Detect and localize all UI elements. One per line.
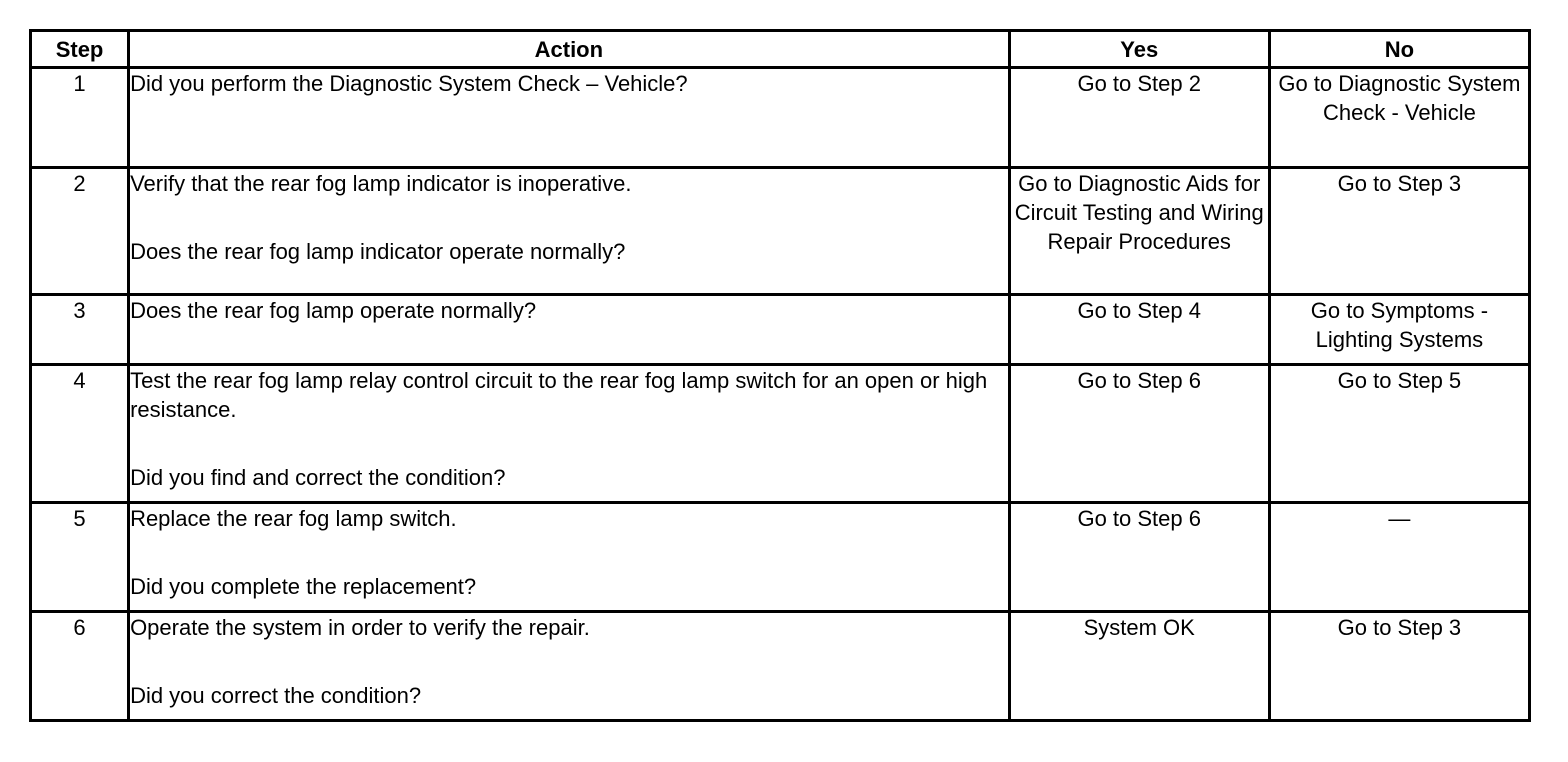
diagnostic-table: [29, 29, 1531, 722]
yes-cell: Go to Step 6: [1009, 503, 1269, 612]
header-no: No: [1269, 31, 1529, 68]
action-text: Test the rear fog lamp relay control circuit to the rear fog lamp switch for an open or high resistance.: [130, 368, 988, 422]
action-text: Verify that the rear fog lamp indicator is inoperative.: [130, 171, 632, 196]
action-question: Does the rear fog lamp indicator operate normally?: [130, 239, 626, 264]
step-number: 4: [31, 365, 129, 503]
yes-cell: Go to Step 2: [1009, 68, 1269, 168]
action-cell: [129, 503, 1010, 612]
table-row: [31, 168, 1530, 295]
action-text: Operate the system in order to verify the repair.: [130, 615, 590, 640]
action-cell: [129, 612, 1010, 721]
action-question: Did you complete the replacement?: [130, 574, 477, 599]
no-cell: Go to Step 5: [1269, 365, 1529, 503]
yes-cell: Go to Diagnostic Aids for Circuit Testing and Wiring Repair Procedures: [1009, 168, 1269, 295]
yes-cell: Go to Step 4: [1009, 295, 1269, 365]
action-text: Does the rear fog lamp operate normally?: [130, 298, 537, 323]
step-number: 3: [31, 295, 129, 365]
action-cell: [129, 168, 1010, 295]
table-row: [31, 295, 1530, 365]
step-number: 2: [31, 168, 129, 295]
action-cell: [129, 295, 1010, 365]
header-row: [31, 31, 1530, 68]
step-number: 6: [31, 612, 129, 721]
action-cell: [129, 68, 1010, 168]
header-action: Action: [129, 31, 1010, 68]
no-cell: Go to Diagnostic System Check - Vehicle: [1269, 68, 1529, 168]
table-row: [31, 68, 1530, 168]
action-text: Did you perform the Diagnostic System Check – Vehicle?: [130, 71, 688, 96]
no-cell: Go to Symptoms - Lighting Systems: [1269, 295, 1529, 365]
action-question: Did you correct the condition?: [130, 683, 422, 708]
step-number: 5: [31, 503, 129, 612]
no-cell: Go to Step 3: [1269, 168, 1529, 295]
header-step: Step: [31, 31, 129, 68]
table-row: [31, 365, 1530, 503]
action-text: Replace the rear fog lamp switch.: [130, 506, 457, 531]
header-yes: Yes: [1009, 31, 1269, 68]
no-cell: Go to Step 3: [1269, 612, 1529, 721]
action-question: Did you find and correct the condition?: [130, 465, 506, 490]
no-cell: —: [1269, 503, 1529, 612]
yes-cell: Go to Step 6: [1009, 365, 1269, 503]
yes-cell: System OK: [1009, 612, 1269, 721]
step-number: 1: [31, 68, 129, 168]
table-row: [31, 612, 1530, 721]
action-cell: [129, 365, 1010, 503]
table-row: [31, 503, 1530, 612]
